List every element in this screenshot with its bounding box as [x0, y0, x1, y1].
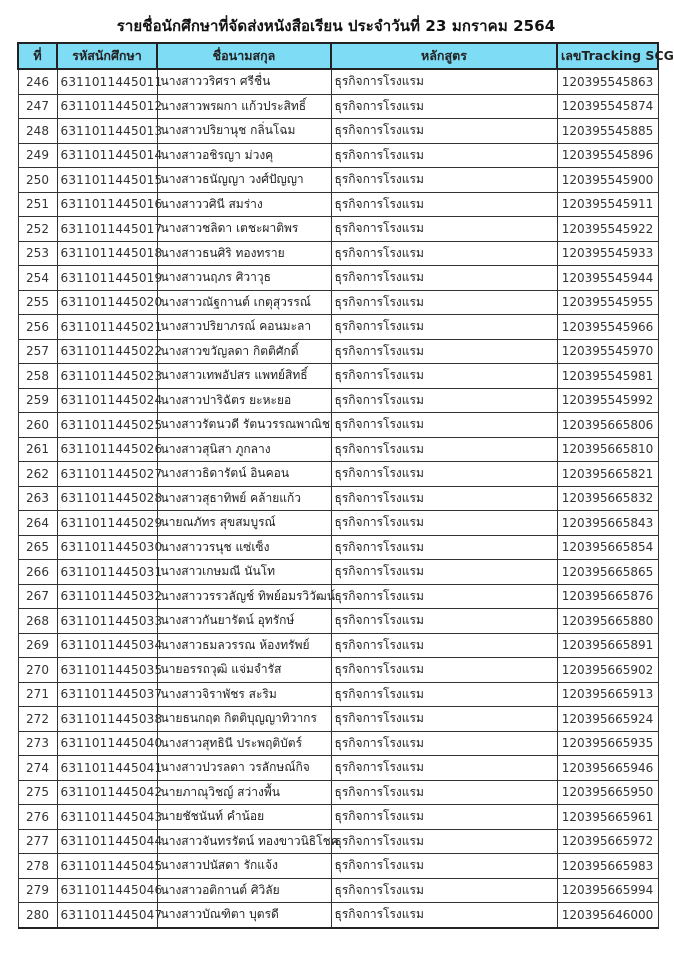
student-id-cell: 6311011445013: [57, 119, 157, 144]
tracking-number-cell: 120395665876: [557, 584, 658, 609]
student-name-cell: นายณภัทร สุขสมบูรณ์: [157, 511, 331, 536]
student-name-cell: นางสาววศินี สมร่าง: [157, 192, 331, 217]
row-number-cell: 271: [18, 682, 57, 707]
tracking-number-cell: 120395545955: [557, 290, 658, 315]
table-row: [18, 584, 658, 609]
program-name-cell: ธุรกิจการโรงแรม: [331, 511, 557, 536]
program-name-cell: ธุรกิจการโรงแรม: [331, 878, 557, 903]
tracking-number-cell: 120395665994: [557, 878, 658, 903]
row-number-cell: 273: [18, 731, 57, 756]
student-name-cell: นางสาวธิดารัตน์ อินคอน: [157, 462, 331, 487]
program-name-cell: ธุรกิจการโรงแรม: [331, 315, 557, 340]
program-name-cell: ธุรกิจการโรงแรม: [331, 168, 557, 193]
program-name-cell: ธุรกิจการโรงแรม: [331, 290, 557, 315]
student-name-cell: นางสาวสุทธินี ประพฤติบัตร์: [157, 731, 331, 756]
student-id-cell: 6311011445034: [57, 633, 157, 658]
row-number-cell: 256: [18, 315, 57, 340]
row-number-cell: 264: [18, 511, 57, 536]
tracking-number-cell: 120395665946: [557, 756, 658, 781]
student-id-cell: 6311011445019: [57, 266, 157, 291]
student-name-cell: นางสาววรรวลัญช์ ทิพย์อมรวิวัฒน์: [157, 584, 331, 609]
row-number-cell: 269: [18, 633, 57, 658]
tracking-number-cell: 120395665924: [557, 707, 658, 732]
student-id-cell: 6311011445025: [57, 413, 157, 438]
tracking-number-cell: 120395646000: [557, 903, 658, 928]
table-row: [18, 633, 658, 658]
student-name-cell: นางสาววรนุช แซ่เซ็ง: [157, 535, 331, 560]
program-name-cell: ธุรกิจการโรงแรม: [331, 682, 557, 707]
tracking-number-cell: 120395545922: [557, 217, 658, 242]
table-row: [18, 119, 658, 144]
table-row: [18, 69, 658, 94]
tracking-number-cell: 120395545933: [557, 241, 658, 266]
student-id-cell: 6311011445038: [57, 707, 157, 732]
student-id-cell: 6311011445029: [57, 511, 157, 536]
tracking-number-cell: 120395665843: [557, 511, 658, 536]
table-row: [18, 413, 658, 438]
table-row: [18, 388, 658, 413]
student-id-cell: 6311011445016: [57, 192, 157, 217]
program-name-cell: ธุรกิจการโรงแรม: [331, 780, 557, 805]
student-name-cell: นางสาวปาริฉัตร ยะหะยอ: [157, 388, 331, 413]
student-name-cell: นางสาวชลิดา เตชะผาติพร: [157, 217, 331, 242]
row-number-cell: 260: [18, 413, 57, 438]
row-number-cell: 262: [18, 462, 57, 487]
table-row: [18, 878, 658, 903]
student-id-cell: 6311011445024: [57, 388, 157, 413]
row-number-cell: 266: [18, 560, 57, 585]
tracking-number-cell: 120395545970: [557, 339, 658, 364]
tracking-number-cell: 120395665972: [557, 829, 658, 854]
student-id-cell: 6311011445033: [57, 609, 157, 634]
program-name-cell: ธุรกิจการโรงแรม: [331, 437, 557, 462]
tracking-number-cell: 120395545911: [557, 192, 658, 217]
program-name-cell: ธุรกิจการโรงแรม: [331, 829, 557, 854]
student-name-cell: นางสาวบัณฑิตา บุตรดี: [157, 903, 331, 928]
student-name-cell: นางสาววริศรา ศรีชื่น: [157, 69, 331, 94]
student-id-cell: 6311011445020: [57, 290, 157, 315]
table-row: [18, 682, 658, 707]
student-name-cell: นายภาณุวิชญ์ สว่างพื้น: [157, 780, 331, 805]
student-id-cell: 6311011445044: [57, 829, 157, 854]
program-name-cell: ธุรกิจการโรงแรม: [331, 633, 557, 658]
student-name-cell: นายอรรถวุฒิ แจ่มจำรัส: [157, 658, 331, 683]
tracking-number-cell: 120395665950: [557, 780, 658, 805]
row-number-cell: 261: [18, 437, 57, 462]
table-row: [18, 780, 658, 805]
table-row: [18, 854, 658, 879]
program-name-cell: ธุรกิจการโรงแรม: [331, 903, 557, 928]
table-row: [18, 217, 658, 242]
program-name-cell: ธุรกิจการโรงแรม: [331, 143, 557, 168]
student-name-cell: นางสาวธมลวรรณ ห้องทรัพย์: [157, 633, 331, 658]
row-number-cell: 268: [18, 609, 57, 634]
student-id-cell: 6311011445030: [57, 535, 157, 560]
row-number-cell: 246: [18, 69, 57, 94]
row-number-cell: 257: [18, 339, 57, 364]
student-name-cell: นางสาวสุธาทิพย์ คล้ายแก้ว: [157, 486, 331, 511]
student-name-cell: นางสาวจิราพัชร สะริม: [157, 682, 331, 707]
student-name-cell: นางสาวนฤภร ศิวาวุธ: [157, 266, 331, 291]
header-row: [18, 43, 658, 69]
row-number-cell: 276: [18, 805, 57, 830]
student-id-cell: 6311011445015: [57, 168, 157, 193]
student-id-cell: 6311011445027: [57, 462, 157, 487]
student-id-cell: 6311011445017: [57, 217, 157, 242]
document-title: รายชื่อนักศึกษาที่จัดส่งหนังสือเรียน ประจำวันที่ 23 มกราคม 2564: [116, 17, 556, 35]
student-name-cell: นางสาวพรผกา แก้วประสิทธิ์: [157, 94, 331, 119]
tracking-number-cell: 120395545944: [557, 266, 658, 291]
row-number-cell: 277: [18, 829, 57, 854]
tracking-number-cell: 120395665880: [557, 609, 658, 634]
table-header: [18, 43, 674, 69]
table-body: [18, 69, 658, 928]
tracking-number-cell: 120395545863: [557, 69, 658, 94]
tracking-number-cell: 120395545992: [557, 388, 658, 413]
program-name-cell: ธุรกิจการโรงแรม: [331, 609, 557, 634]
table-row: [18, 339, 658, 364]
table-row: [18, 462, 658, 487]
program-name-cell: ธุรกิจการโรงแรม: [331, 192, 557, 217]
table-row: [18, 143, 658, 168]
table-row: [18, 315, 658, 340]
table-row: [18, 756, 658, 781]
program-name-cell: ธุรกิจการโรงแรม: [331, 241, 557, 266]
table-row: [18, 290, 658, 315]
program-name-cell: ธุรกิจการโรงแรม: [331, 119, 557, 144]
student-name-cell: นายชัชนันท์ คำน้อย: [157, 805, 331, 830]
tracking-number-cell: 120395665810: [557, 437, 658, 462]
student-name-cell: นางสาวขวัญลดา กิตติศักดิ์: [157, 339, 331, 364]
student-id-cell: 6311011445047: [57, 903, 157, 928]
program-name-cell: ธุรกิจการโรงแรม: [331, 584, 557, 609]
tracking-number-cell: 120395665821: [557, 462, 658, 487]
table-row: [18, 94, 658, 119]
tracking-number-cell: 120395665961: [557, 805, 658, 830]
row-number-cell: 275: [18, 780, 57, 805]
tracking-number-cell: 120395665913: [557, 682, 658, 707]
row-number-cell: 258: [18, 364, 57, 389]
tracking-number-cell: 120395545896: [557, 143, 658, 168]
student-name-cell: นางสาวสุนิสา ภูกลาง: [157, 437, 331, 462]
column-header-number: ที่: [18, 43, 57, 69]
student-id-cell: 6311011445018: [57, 241, 157, 266]
row-number-cell: 272: [18, 707, 57, 732]
student-name-cell: นางสาวกันยารัตน์ อุทรักษ์: [157, 609, 331, 634]
student-id-cell: 6311011445037: [57, 682, 157, 707]
student-id-cell: 6311011445042: [57, 780, 157, 805]
student-id-cell: 6311011445022: [57, 339, 157, 364]
student-id-cell: 6311011445012: [57, 94, 157, 119]
program-name-cell: ธุรกิจการโรงแรม: [331, 266, 557, 291]
tracking-number-cell: 120395545966: [557, 315, 658, 340]
program-name-cell: ธุรกิจการโรงแรม: [331, 94, 557, 119]
table-row: [18, 731, 658, 756]
row-number-cell: 259: [18, 388, 57, 413]
program-name-cell: ธุรกิจการโรงแรม: [331, 707, 557, 732]
table-row: [18, 609, 658, 634]
tracking-number-cell: 120395545900: [557, 168, 658, 193]
program-name-cell: ธุรกิจการโรงแรม: [331, 364, 557, 389]
tracking-number-cell: 120395665854: [557, 535, 658, 560]
program-name-cell: ธุรกิจการโรงแรม: [331, 339, 557, 364]
student-id-cell: 6311011445045: [57, 854, 157, 879]
student-shipment-table: [17, 42, 674, 929]
student-name-cell: นางสาวปนัสดา รักแจ้ง: [157, 854, 331, 879]
student-id-cell: 6311011445032: [57, 584, 157, 609]
program-name-cell: ธุรกิจการโรงแรม: [331, 658, 557, 683]
program-name-cell: ธุรกิจการโรงแรม: [331, 560, 557, 585]
table-row: [18, 437, 658, 462]
row-number-cell: 274: [18, 756, 57, 781]
tracking-number-cell: 120395545874: [557, 94, 658, 119]
student-id-cell: 6311011445041: [57, 756, 157, 781]
row-number-cell: 263: [18, 486, 57, 511]
table-row: [18, 168, 658, 193]
student-name-cell: นางสาวปริยานุช กลิ่นโฉม: [157, 119, 331, 144]
column-header-program: หลักสูตร: [331, 43, 557, 69]
column-header-full-name: ชื่อนามสกุล: [157, 43, 331, 69]
table-row: [18, 241, 658, 266]
student-id-cell: 6311011445043: [57, 805, 157, 830]
student-name-cell: นางสาวเทพอัปสร แพทย์สิทธิ์: [157, 364, 331, 389]
student-id-cell: 6311011445023: [57, 364, 157, 389]
tracking-number-cell: 120395665865: [557, 560, 658, 585]
table-row: [18, 192, 658, 217]
table-row: [18, 560, 658, 585]
student-id-cell: 6311011445040: [57, 731, 157, 756]
column-header-student-id: รหัสนักศึกษา: [57, 43, 157, 69]
row-number-cell: 248: [18, 119, 57, 144]
student-id-cell: 6311011445026: [57, 437, 157, 462]
student-id-cell: 6311011445031: [57, 560, 157, 585]
tracking-number-cell: 120395545885: [557, 119, 658, 144]
program-name-cell: ธุรกิจการโรงแรม: [331, 756, 557, 781]
row-number-cell: 265: [18, 535, 57, 560]
table-row: [18, 805, 658, 830]
program-name-cell: ธุรกิจการโรงแรม: [331, 805, 557, 830]
row-number-cell: 280: [18, 903, 57, 928]
row-number-cell: 251: [18, 192, 57, 217]
row-number-cell: 247: [18, 94, 57, 119]
student-name-cell: นางสาวจันทรรัตน์ ทองขาวนิธิโชค: [157, 829, 331, 854]
tracking-number-cell: 120395665806: [557, 413, 658, 438]
program-name-cell: ธุรกิจการโรงแรม: [331, 217, 557, 242]
student-name-cell: นายธนกฤต กิตติบุญญาทิวากร: [157, 707, 331, 732]
row-number-cell: 255: [18, 290, 57, 315]
student-id-cell: 6311011445028: [57, 486, 157, 511]
table-row: [18, 511, 658, 536]
table-row: [18, 486, 658, 511]
student-id-cell: 6311011445014: [57, 143, 157, 168]
program-name-cell: ธุรกิจการโรงแรม: [331, 413, 557, 438]
student-id-cell: 6311011445011: [57, 69, 157, 94]
program-name-cell: ธุรกิจการโรงแรม: [331, 486, 557, 511]
row-number-cell: 249: [18, 143, 57, 168]
program-name-cell: ธุรกิจการโรงแรม: [331, 462, 557, 487]
row-number-cell: 250: [18, 168, 57, 193]
tracking-number-cell: 120395665832: [557, 486, 658, 511]
table-row: [18, 364, 658, 389]
program-name-cell: ธุรกิจการโรงแรม: [331, 854, 557, 879]
program-name-cell: ธุรกิจการโรงแรม: [331, 69, 557, 94]
table-row: [18, 829, 658, 854]
student-id-cell: 6311011445035: [57, 658, 157, 683]
student-name-cell: นางสาวธนัญญา วงศ์ปัญญา: [157, 168, 331, 193]
tracking-number-cell: 120395665891: [557, 633, 658, 658]
student-name-cell: นางสาวอติกานต์ ศิวิลัย: [157, 878, 331, 903]
student-name-cell: นางสาวรัตนวดี รัตนวรรณพาณิช: [157, 413, 331, 438]
student-name-cell: นางสาวปวรลดา วรลักษณ์กิจ: [157, 756, 331, 781]
row-number-cell: 278: [18, 854, 57, 879]
table-row: [18, 658, 658, 683]
row-number-cell: 253: [18, 241, 57, 266]
tracking-number-cell: 120395665935: [557, 731, 658, 756]
student-name-cell: นางสาวธนศิริ ทองทราย: [157, 241, 331, 266]
column-header-tracking: เลขTracking SCG: [557, 43, 658, 69]
tracking-number-cell: 120395665983: [557, 854, 658, 879]
row-number-cell: 267: [18, 584, 57, 609]
tracking-number-cell: 120395665902: [557, 658, 658, 683]
student-name-cell: นางสาวณัฐกานต์ เกตุสุวรรณ์: [157, 290, 331, 315]
program-name-cell: ธุรกิจการโรงแรม: [331, 731, 557, 756]
table-row: [18, 903, 658, 928]
row-number-cell: 254: [18, 266, 57, 291]
row-number-cell: 279: [18, 878, 57, 903]
program-name-cell: ธุรกิจการโรงแรม: [331, 535, 557, 560]
student-name-cell: นางสาวอชิรญา ม่วงคุ: [157, 143, 331, 168]
row-number-cell: 252: [18, 217, 57, 242]
table-row: [18, 266, 658, 291]
table-row: [18, 707, 658, 732]
student-id-cell: 6311011445046: [57, 878, 157, 903]
student-id-cell: 6311011445021: [57, 315, 157, 340]
table-row: [18, 535, 658, 560]
student-name-cell: นางสาวเกษมณี นันโท: [157, 560, 331, 585]
program-name-cell: ธุรกิจการโรงแรม: [331, 388, 557, 413]
tracking-number-cell: 120395545981: [557, 364, 658, 389]
student-name-cell: นางสาวปริยาภรณ์ คอนมะลา: [157, 315, 331, 340]
row-number-cell: 270: [18, 658, 57, 683]
